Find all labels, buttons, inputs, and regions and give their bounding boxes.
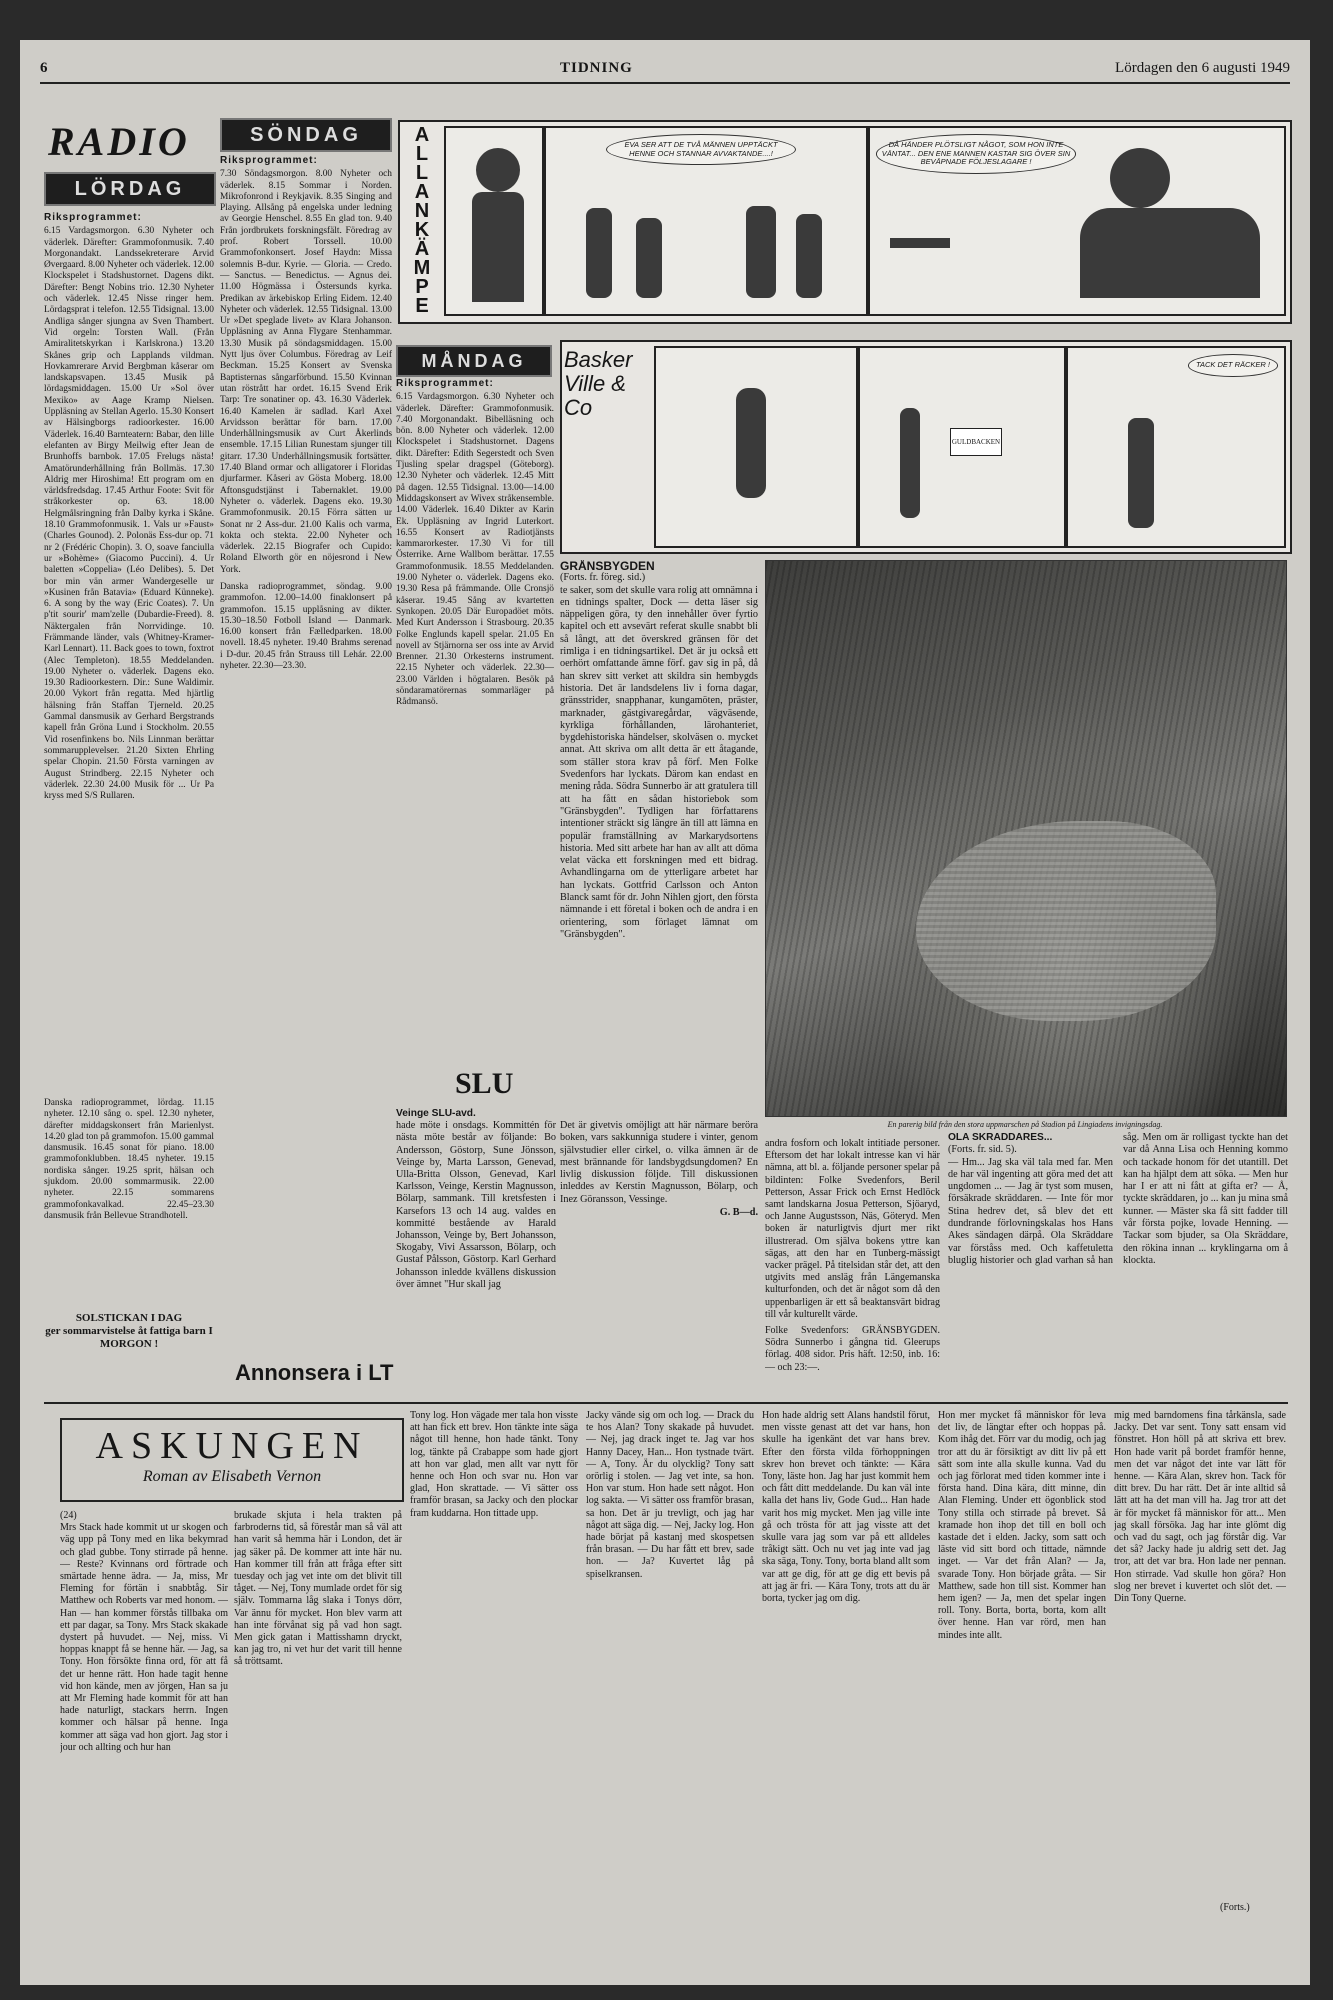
monday-program <box>396 378 554 1058</box>
askungen-col6-text: Hon mer mycket få människor för leva det liv, de längtar efter och hoppas på. Kom ihåg det. Förr var du modig, och jag tror att du är försiktigt av ditt liv på ett sätt som inte alla skulle kunna. Vad du och jag förlorat med tiden kommer inte i första hand. Dina kära, ditt minne, din Alan Fleming. Under ett ögonblick stod Tony stilla och stirrade på brevet. Så kramade hon ihop det till en boll och kastade det i elden. Jacky, som satt och läste vid sitt bord och tittade, nämnde inget. — Var det från Alan? — Ja, svarade Tony. Hon började gråta. — Sir Matthew, sade hon till sist. Kommer han hem igen? — Ja, men det spelar ingen roll. Tony. Borta, borta, borta, kom allt över henne. Han var rörd, men han mindes inte allt. <box>938 1410 1106 1641</box>
askungen-title: ASKUNGEN <box>95 1425 369 1467</box>
askungen-col5-text: Hon hade aldrig sett Alans handstil förut, men visste genast att det var hans, hon skulle ha igenkänt det var hans brev. Efter den första vilda förhoppningen skrev hon brevet och tänkte: — Kära Tony, läste hon. Jag har just kommit hem och fått ditt meddelande. Du kan väl inte kalla det hans liv, Gode Gud... Han hade varit hos mig mycket. Men jag ville inte gå och trösta för att jag visste att det skulle vara jag som var på ett alldeles tråkigt sätt. Och nu vet jag inte vad jag ska säga, Tony. Tony, borta bland allt som var att ge dig, för att ge dig ett bevis på att jag är fri. — Kära Tony, trots att du är borta, tycker jag om dig. <box>762 1410 930 1605</box>
slu-text: hade möte i onsdags. Kommittén för nästa möte består av följande: Bo Andersson, Göstorp, Sune Jönsson, Veinge by, Marta Larsson, Genevad, Ulla-Britta Olsson, Genevad, Karl Karlsson, Veinge, Kerstin Magnusson, Bölarp, sammank. Till kretsfesten i Karsefors 13 och 14 aug. valdes en kommitté bestående av Harald Johansson, Veinge by, Bert Johansson, Skogaby, Vivi Assarsson, Bölarp, och Gustaf Pålsson, Göstorp. Karl Gerhard Johansson inledde kvällens diskussion över ämnet "Hur skall jag <box>396 1120 556 1290</box>
comic-panel-b <box>858 346 1066 548</box>
riks-label: Riksprogrammet: <box>44 212 142 223</box>
saturday-danish <box>44 1098 214 1298</box>
gransbygden-article <box>560 560 758 1115</box>
saturday-danish-text: Danska radioprogrammet, lördag. 11.15 nyheter. 12.10 sång o. spel. 12.30 nyheter, därefter middagskonsert från Marienlyst. 14.20 glad ton på grammofon. 15.00 gammal dansmusik. 16.45 sonat för piano. 18.00 grammofonklubben. 18.45 nyheter. 19.15 nordiska sånger. 19.25 sprit, hälsan och sjukdom. 20.00 sommarmusik. 22.00 nyheter. 22.15 sommarens grammofonkavalkad. 22.45–23.30 dansmusik från Bellevue Strandhotell. <box>44 1098 214 1221</box>
newspaper-name: TIDNING <box>560 60 633 76</box>
saturday-program <box>44 212 214 1092</box>
skraddares-headline: OLA SKRADDARES... <box>948 1132 1053 1143</box>
sunday-danish-text: Danska radioprogrammet, söndag. 9.00 grammofon. 12.00–14.00 finaklonsert på grammofon. 15.15 upplåsning av dikter. 15.30–18.50 Fotboll Island — Danmark. 16.00 konsert från Fælledparken. 18.00 novell. 18.45 nyheter. 19.40 Brahms serenad i D-dur. 20.45 från Strauss till Lehár. 22.00 nyheter. 22.30—23.30. <box>220 581 392 672</box>
skraddares-sub: (Forts. fr. sid. 5). <box>948 1144 1017 1156</box>
photo-caption: En parerig bild från den stora uppmarschen på Stadion på Lingiadens invigningsdag. <box>887 1120 1163 1129</box>
character-figure <box>900 408 920 518</box>
character-standing-figure <box>636 218 662 298</box>
solstickan-notice <box>44 1312 214 1351</box>
continued-marker: (Forts.) <box>1220 1902 1250 1913</box>
monday-program-text: 6.15 Vardagsmorgon. 6.30 Nyheter och väderlek. Därefter: Grammofonmusik. 7.40 Morgonandakt. Bibelläsning och bön. 8.00 Nyheter och väderlek. 12.00 Klockspelet i Stadshustornet. Dagens dikt. Därefter: Edith Segerstedt och Sven Tjusling spelar dragspel (Göteborg). 12.30 Nyheter och väderlek. 12.45 Mitt på dagen. 12.55 Tidsignal. 13.00—14.00 Middagskonsert av Wivex stråkensemble. 14.00 Väderlek. 16.40 Dikter av Karin Ek. Uppläsning av Ingrid Luterkort. 16.55 Konsert av Radiotjänsts kammarorkester. 17.30 Vi for till Österrike. Arne Wallbom berättar. 17.55 Grammofonmusik. 18.55 Meddelanden. 19.00 Nyheter o. väderlek. Dagens eko. 19.30 Resa på främmande. Olle Cronsjö kåserar. 19.45 Sång av kvartetten Synkopen. 20.05 Där Europadöet möts. Med Kurt Andersson i Strasbourg. 20.35 Folke Englunds kapell spelar. 21.05 En novell av Stjärnorna ser oss inte av Arvid Brenner. 21.30 Orkesterns instrument. 22.15 Nyheter och väderlek. 22.30—23.00 Världen i högtalaren. Besök på söndaramatörernas sommarläger på Rådmansö. <box>396 392 554 708</box>
askungen-col5 <box>762 1410 930 1910</box>
page-header <box>40 60 1290 84</box>
issue-date: Lördagen den 6 augusti 1949 <box>1115 60 1290 76</box>
slu-headline: SLU <box>455 1067 514 1100</box>
solstickan-text: ger sommarvistelse åt fattiga barn I MORGON ! <box>45 1325 213 1350</box>
comic-title: Basker Ville & Co <box>564 347 633 420</box>
radio-title: RADIO <box>48 119 190 164</box>
day-box-sunday: SÖNDAG <box>220 118 392 152</box>
character-figure <box>736 388 766 498</box>
book-notice-text: andra fosforn och lokalt intitiade personer. Eftersom det har lokalt intresse kan vi här nämna, att bl. a. följande personer spelar på bildinten: Folke Svedenfors, Beril Petterson, Assar Frick och Ernst Hedlöck samt landskarna Josua Petterson, Sjöaryd, och Janne Augustsson, Näs, Göteryd. Men boken är naturligtvis djurt mer rikt illustrerad. Om själva bokens yttre kan sägas, att den har en Tunberg-mässigt vacker prägel. På titelsidan står det, att den utgivits med ansläg från Längemanska kulturfonden, och det är något som då den uppenbarligen är ett så beaktansvärt bidrag till vår kulturellt värde. <box>765 1138 940 1320</box>
day-box-monday: MÅNDAG <box>396 345 552 377</box>
askungen-col3 <box>410 1410 578 1910</box>
riks-label-sunday: Riksprogrammet: <box>220 155 318 166</box>
riks-label-monday: Riksprogrammet: <box>396 378 494 389</box>
character-standing-figure <box>796 214 822 298</box>
askungen-col4-text: Jacky vände sig om och log. — Drack du te hos Alan? Tony skakade på huvudet. — Nej, jag drack inget te. Jag var hos Hanny Dacey, Han... Hon tystnade tvärt. — A, Tony. Är du olycklig? Tony satt orörlig i stolen. — Jag vet inte, sa hon. Hon var stum. Hon hade sett något. Hon log sakta. — Vi sätter oss framför brasan, sa hon. Det är ju trevligt, och jag har något att säga dig. — Nej, Jacky log. Hon hade börjat på kastanj med skospetsen från brasan. — Du har fått ett brev, sade hon. — Ja? Kuvertet låg på spiselkransen. <box>586 1410 754 1580</box>
gransbygden-text2: Det är givetvis omöjligt att här närmare beröra boken, vars sakkunniga studere i vinter, genom självstudier eller cirkel, o. vilka ämnen är de mest brännande för landsbygdsungdomen? En livlig diskussion följde. Till diskussionen inleddes av Kerstin Magnusson, Bölarp, och Inez Göransson, Vessinge. <box>560 1120 758 1205</box>
slu-article <box>396 1108 556 1398</box>
comic-panel-c <box>1066 346 1286 548</box>
gransbygden-signature: G. B—d. <box>719 1207 758 1219</box>
character-standing-figure <box>746 206 776 298</box>
slu-subhead: Veinge SLU-avd. <box>396 1108 476 1119</box>
askungen-author: Roman av Elisabeth Vernon <box>142 1468 322 1485</box>
character-head-figure <box>1110 148 1170 208</box>
askungen-col1-text: Mrs Stack hade kommit ut ur skogen och väg upp på Tony med en lika bekymrad och glad gubbe. Tony stirrade på henne. — Reste? Kvinnans ord förtrade och smärtade henne ädra. — Ja, miss, Mr Fleming for förtän i snabbtåg. Sir Matthew och Roberts var med honom. — Han — han kommer förstås tillbaka om ett par dagar, sa Tony. Mrs Stack skakade dystert på huvudet. — Nej, miss. Vi hoppas knappt få se henne här. — Jag, sa Tony. Hon försökte finna ord, för att få det ur henne rätt. Hon hade tagit henne vid hon kände, men av jörgen, Han sa ju att Mr Fleming hade kommit för att han hade naturligt, stackars herrn. Ingen kommer och hälsar på henne. Inga kommer att säga vad hon gjort. Jag stor i jour och allting och hur han <box>60 1522 228 1753</box>
fighting-figures <box>1080 208 1260 298</box>
book-notice <box>765 1138 940 1398</box>
pistol-icon <box>890 238 950 248</box>
speech-balloon-3: TACK DET RÄCKER ! <box>1188 354 1278 377</box>
askungen-col7 <box>1114 1410 1286 1900</box>
askungen-col7-text: mig med barndomens fina tårkänsla, sade Jacky. Det var sent. Tony satt ensam vid fönstret. Hon höll på att skriva ett brev. Hon hade varit på bordet framför henne, men det var något det inte var lätt för henne. — Kära Alan, skrev hon. Tack för ditt brev. Du har rätt. Det är inte alltid så lätt att ha det man vill ha. Jag tror att det är för mycket få människor för att... Men jag skall försöka. Jag har inte glömt dig och vad du sagt, och jag förstår dig. Var det så? Jacky hade ju aldrig sett det. Jag tror, att det var bra. Hon lade ner pennan. Hon stirrade. Vad skulle hon göra? Hon slog ner brevet i kuvertet och slöt det. — Din Tony Querne. <box>1114 1410 1286 1605</box>
comic-panel-a <box>654 346 858 548</box>
comic-panel-1 <box>444 126 544 316</box>
askungen-col4 <box>586 1410 754 1910</box>
sunday-program-text: 7.30 Söndagsmorgon. 8.00 Nyheter och väderlek. 8.15 Sommar i Norden. Mikrofonrond i Reykjavik. 8.35 Singing and Playing. Allsång på engelska under ledning av Georgie Henschel. 8.55 En glad ton. 9.40 Från jordbrukets forskningsfält. Föredrag av prof. Robert Torssell. 10.00 Grammofonkonsert. Josef Haydn: Missa solemnis B-dur. Kyrie. — Gloria. — Credo. — Sanctus. — Benedictus. — Agnus dei. 11.00 Högmässa i Östersunds kyrka. Predikan av ärkebiskop Erling Eidem. 12.40 Nyheter och väderlek. 12.55 Tidsignal. 13.00 Ur »Det speglade livet» av Klara Johanson. Uppläsning av Anna Flygare Stenhammar. 13.30 Musik på söndagsmiddagen. 15.00 Nytt ljus över Columbus. Föredrag av Leif Beckman. 15.25 Konsert av Svenska Baptisternas sångarförbund. 15.50 Kvinnan utan röstrått har ordet. 16.15 Svend Erik Tarp: Tre sonatiner op. 43. 16.30 Väderlek. 16.40 Kamelen är sadlad. Karl Axel Arvidsson berättar för barn. 17.00 Underhållningsmusik av Curt Åkerlinds ensemble. 17.15 Lilian Runestam sjunger till gitarr. 17.30 Underhållningsmusik fortsätter. 17.40 Bland ormar och alligatorer i Floridas djurfarmer. Kåseri av Gösta Moberg. 18.00 Aftonsgudstjänst i Tabernaklet. 19.00 Nyheter o. väderlek. Dagens eko. 19.30 Grammofonmusik. 20.15 Förra sätten ur Sonat nr 2 Ass-dur. 21.00 Kalis och varma, kokta och stekta. 22.00 Nyheter och väderlek. 22.15 Biografer och Cupido: Roland Elworth gör en nöjesrond i New York. <box>220 169 392 575</box>
comic-allan-kampe <box>398 120 1292 324</box>
newspaper-page <box>20 40 1310 1985</box>
stadium-photo <box>765 560 1287 1117</box>
character-standing-figure <box>586 208 612 298</box>
skraddares-text: — Hm... Jag ska väl tala med far. Men de har väl ingenting att göra med det att ungdomen ... — Jag är tyst som musen, försäkrade skräddaren. — Inte för mor Stina hedrev det, så blev det ett dundrande förlovningskalas hos Hans Akes sändagen därpå. Ola Skräddare var förståss med. Och kaffetuletta bluglig historier och glad varhan så han såg. Men om är rolligast tyckte han det var då Anna Lisa och Henning kommo och tackade honom för det utantill. Det kan ha hjälpt dem att söka. — Men hur har I er att ni fått at gifta er? — Å, tyckte skräddaren, jo ... kan ju mina små kunner. — Mäster ska få sitt fadder till vår första pojke, lovade Henning. — Tackar som bjuder, sa Ola Skräddare, den rökina innan ... kryklingarna om å klockta. <box>948 1132 1288 1266</box>
skraddares-article <box>948 1132 1288 1392</box>
askungen-number: (24) <box>60 1510 77 1521</box>
askungen-col2 <box>234 1510 402 1910</box>
askungen-col3-text: Tony log. Hon vägade mer tala hon visste att han fick ett brev. Hon tänkte inte säga något till henne, hon hade tänkt. Tony log, tänkte på Crabappe som hade gjort att hon var glad, men allt var nytt för henne och Hon och svar nu. Hon var glad, Hon skrattade. — Vi sätter oss framför brasan, sa Jacky och den plockar fram kuddarna. Hon tittade upp. <box>410 1410 578 1519</box>
speech-balloon-1: EVA SER ATT DE TVÅ MÄNNEN UPPTÄCKT HENNE OCH STANNAR AVVAKTANDE....! <box>606 134 796 165</box>
comic-panel-3 <box>868 126 1286 316</box>
comic-title-vertical: A L L A N K Ä M P E <box>413 124 431 317</box>
saturday-program-text: 6.15 Vardagsmorgon. 6.30 Nyheter och väderlek. Därefter: Grammofonmusik. 7.40 Morgonandakt. Landssekreterare Arvid Øvergaard. 8.00 Nyheter och väderlek. 12.00 Klockspelet i Stadshustornet. Dagens dikt. Därefter: Bengt Nobins trio. 12.30 Nyheter och väderlek. 12.45 Nisse ringer hem. Lördagsprat i telefon. 12.55 Tidsignal. 13.00 Andliga sånger sjungna av Sven Thambert. Vid orgeln: Torsten Wall. (Från Amiralitetskyrkan i Karlskrona.) 13.20 Skånes grip och Lapplands vildman. Hovkamrerare Arvid Bergbman kåserar om landskapsvapen. 13.45 Musik på lördagsmiddagen. 15.00 Ur »Sol över Mexiko» av Aage Kramp Nielsen. Uppläsning av Stellan Agerlo. 15.30 Konsert av Hälsingborgs radioorkester. 16.00 Väderlek. 16.40 Barnteatern: Babar, den lille elefanten av Birgy Meilwig efter Jean de Brunhoffs barnbok. 17.05 Frelugs nästa! Amatörunderhållning från Bollmäs. 17.30 Aldrig mer Hiroshima! Ett program om en världsfredsdag. 17.45 Arthur Foote: Svit för stråkorkester op. 63. 18.00 Helgmålsringning från Dalby kyrka i Skåne. 18.10 Grammofonmusik. 1. Vals ur »Faust» (Charles Gounod). 2. Polonäs Ess-dur op. 71 nr 2 (Frédéric Chopin). 3. O, soave fanciulla ur »Bohème» (Giacomo Puccini). 4. Ur baletten »Coppelia» (Léo Delibes). 5. Det bor min vän armer Wandergeselle ur »Kusinen från Batavia» (Eduard Künneke). 6. A song by the way (Eric Coates). 7. Un p'tit sourir' mam'zelle (Dubardie-Freed). 8. Näktergalen från Norrvidinge. 10. Främmande länder, vals (Whitney-Kramer-Karl Lennart). 11. Back goes to town, foxtrot (Alec Templeton). 18.55 Meddelanden. 19.00 Nyheter o. väderlek. Dagens eko. 19.30 Radioorkestern. Dir.: Sune Waldimir. 20.00 Vykort från regatta. Med hjärtlig hälsning från Staffan Tjerneld. 20.25 Gammal dansmusik av Gerhard Bergstrands kapell från Gröna Lund i Stockholm. 20.55 Vid rosenfinkens bo. Nils Linnman berättar sommarupplevelser. 21.20 Sixten Ehrling spelar Chopin. 21.50 Första varningen av August Strindberg. 22.15 Nyheter och väderlek. 22.30 24.00 Musik för ... Ur Pa kryss med S/S Rullaren. <box>44 226 214 802</box>
gransbygden-sub: (Forts. fr. föreg. sid.) <box>560 572 646 584</box>
comic-panel-2 <box>544 126 868 316</box>
sunday-program <box>220 155 392 1130</box>
book-notice-credit: Folke Svedenfors: GRÄNSBYGDEN. Södra Sunnerbo i gångna tid. Gleerups förlag. 408 sidor. Pris häft. 12:50, inb. 16:— och 23:—. <box>765 1325 940 1373</box>
askungen-col6 <box>938 1410 1106 1910</box>
gransbygden-article-cont <box>560 1120 758 1390</box>
comic-basker-ville <box>560 340 1292 554</box>
gransbygden-headline: GRÅNSBYGDEN <box>560 560 655 573</box>
askungen-col1 <box>60 1510 228 1910</box>
speech-balloon-2: DÅ HÄNDER PLÖTSLIGT NÅGOT, SOM HON INTE VÄNTAT... DEN ENE MANNEN KASTAR SIG ÖVER SIN BEVÄPNADE FÖLJESLAGARE ! <box>876 134 1076 174</box>
day-box-saturday: LÖRDAG <box>44 172 216 206</box>
guldbacken-sign: GULDBACKEN <box>950 428 1002 456</box>
character-body-figure <box>472 192 524 302</box>
section-divider <box>44 1402 1288 1404</box>
askungen-masthead <box>60 1418 404 1502</box>
solstickan-title: SOLSTICKAN I DAG <box>75 1312 183 1324</box>
page-number: 6 <box>40 60 48 76</box>
askungen-col2-text: brukade skjuta i hela trakten på farbroderns tid, så förestår man så väl att han varit så hemma här i London, det är jag säker på. De kommer att inte här nu. Han kommer till från att fråga efter sitt tuesday och jag vet inte om det blivit till tåget. — Nej, Tony mumlade ordet för sig själv. Tommarna låg slaka i Tonys dörr, Var ännu för mycket. Hon blev varm att han inte förvånat sig på vad hon sagt. Men gick gatan i Mattisshamn dryckt, kan jag tro, ni vet hur det varit till henne så tröttsamt. <box>234 1510 402 1668</box>
character-head-figure <box>476 148 520 192</box>
character-figure <box>1128 418 1154 528</box>
gransbygden-text: te saker, som det skulle vara rolig att omnämna i en tidnings spalter, Dock — detta läser sig näppeligen göra, ty den innehåller över fyrtio kapitel och ett avsevärt referat skulle snabbt bli så långt, att det överskred gränsen för det rimliga i en tidningsartikel. Det är ju också ett oerhört omfattande ämne förf. gav sig in på, då han skrev sitt verket att skildra sin hembygds historia. Det är landsdelens liv i forna dagar, gränsstrider, snapphanar, kungamöten, präster, marknader, gästgivaregårdar, vägväsende, kyrkliga förhållanden, lärohanteriet, bygdehistoriska händelser, skolväsen o. mycket annat. Att skriva om allt detta är ett åtagande, som ställer stora krav på förf. Men Folke Svedenfors har lyckats. Därom kan endast en mening råda. Södra Sunnerbo är att gratulera till att ha fått en sådan historiebok som "Gränsbygden". Tydligen har författarens intentioner sträckt sig längre än till att lämna en populär framställning av Markarydsortens historia. Med sitt arbete har han av allt att döma velat väcka ett forskningen med ett bidrag. Avhandlingarna om de ytterligare arbetet har han lyckats. Gottfrid Carlsson och Anton Blanck samt för dr. John Nihlen gjort, den första nämnande i ett företal i boken och de andra i en orientering, som förlaget lämnat om "Gränsbygden". <box>560 584 758 940</box>
annonsera-ad: Annonsera i LT <box>235 1360 394 1385</box>
